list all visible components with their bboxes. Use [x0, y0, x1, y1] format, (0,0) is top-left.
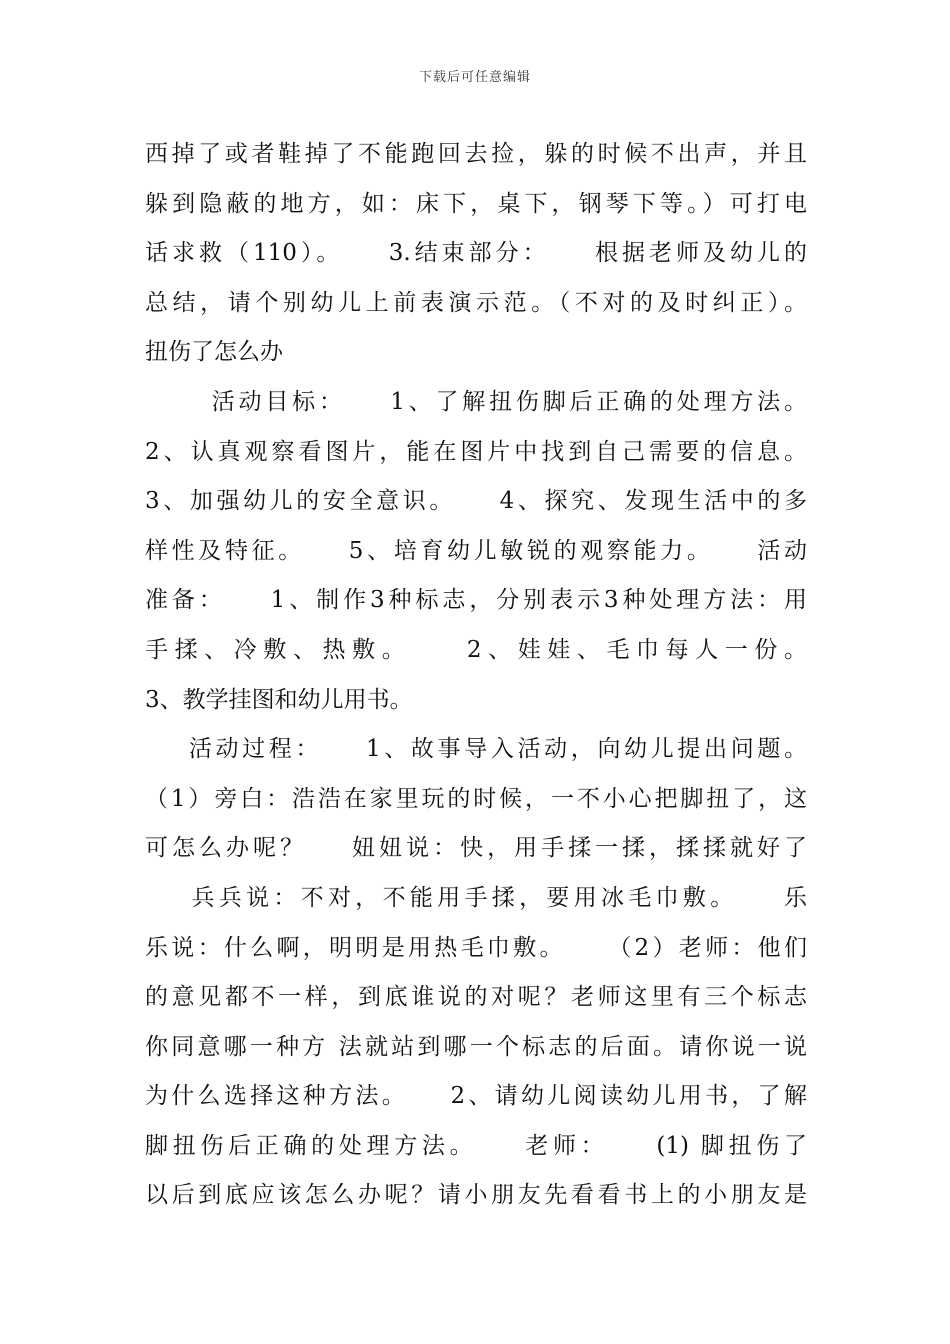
section-title: 扭伤了怎么办 [145, 339, 283, 366]
text-line: （1）旁白：浩浩在家里玩的时候，一不小心把脚扭了，这 [145, 785, 807, 812]
text-line: 3、教学挂图和幼儿用书。 [145, 686, 413, 713]
text-line: 总结，请个别幼儿上前表演示范。（不对的及时纠正）。 [145, 289, 807, 316]
page-header: 下载后可任意编辑 [418, 70, 531, 85]
text-line: 以后到底应该怎么办呢？请小朋友先看看书上的小朋友是 [145, 1182, 807, 1209]
text-line: 话求救（110）。 3.结束部分： 根据老师及幼儿的 [145, 240, 807, 267]
text-line: 兵兵说：不对，不能用手揉，要用冰毛巾敷。 乐 [145, 884, 807, 911]
text-line: 可怎么办呢？ 妞妞说：快，用手揉一揉，揉揉就好了 [145, 835, 807, 862]
text-line: 准备： 1、制作3种标志，分别表示3种处理方法：用 [145, 587, 807, 614]
text-line: 样性及特征。 5、培育幼儿敏锐的观察能力。 活动 [145, 537, 807, 564]
text-line: 活动过程： 1、故事导入活动，向幼儿提出问题。 [145, 736, 807, 763]
text-line: 活动目标： 1、了解扭伤脚后正确的处理方法。 [145, 388, 807, 415]
text-line: 的意见都不一样，到底谁说的对呢？老师这里有三个标志 [145, 984, 807, 1011]
document-body [145, 130, 807, 1221]
text-line: 你同意哪一种方 法就站到哪一个标志的后面。请你说一说 [145, 1033, 807, 1060]
text-line: 手揉、冷敷、热敷。 2、娃娃、毛巾每人一份。 [145, 636, 807, 663]
text-line: 3、加强幼儿的安全意识。 4、探究、发现生活中的多 [145, 488, 807, 515]
text-line: 乐说：什么啊，明明是用热毛巾敷。 （2）老师：他们 [145, 934, 807, 961]
text-line: 为什么选择这种方法。 2、请幼儿阅读幼儿用书，了解 [145, 1083, 807, 1110]
text-line: 西掉了或者鞋掉了不能跑回去捡，躲的时候不出声，并且 [145, 141, 807, 167]
text-line: 脚扭伤后正确的处理方法。 老师： (1) 脚扭伤了 [145, 1132, 807, 1159]
text-line: 2、认真观察看图片，能在图片中找到自己需要的信息。 [145, 438, 807, 465]
text-line: 躲到隐蔽的地方，如：床下，桌下，钢琴下等。）可打电 [145, 190, 807, 217]
